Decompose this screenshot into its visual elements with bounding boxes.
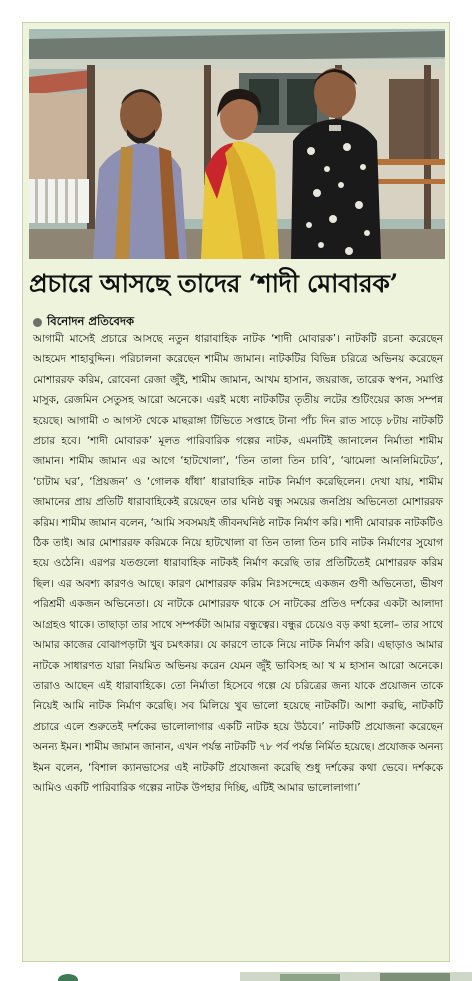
next-article-strip [0, 968, 472, 981]
article-body: আগামী মাসেই প্রচারে আসছে নতুন ধারাবাহিক নাটক ‘শাদী মোবারক’। নাটকটি রচনা করেছেন আহমেদ শাহাবুদ্দিন। পরিচালনা করেছেন শামীম জামান। নাটকটির বিভিন্ন চরিত্রে অভিনয় করেছেন মোশাররফ করিম, রোবেনা রেজা জুঁই, শামীম জামান, আখম হাসান, জয়রাজ, তারেক স্বপন, সমাপ্তি মাসুক, রেজমিন সেতুসহ আরো অনেকে। এরই মধ্যে নাটকটির তৃতীয় লটের শুটিংয়ের কাজ সম্পন্ন হয়েছে। আগামী ৩ আগস্ট থেকে মাছরাঙ্গা টিভিতে সপ্তাহে টানা পাঁচ দিন রাত সাড়ে ৮টায় নাটকটি প্রচার হবে। ‘শাদী মোবারক’ মূলত পারিবারিক গল্পের নাটক, এমনটিই জানালেন নির্মাতা শামীম জামান। শামীম জামান এর আগে ‘হাটখোলা’, ‘তিন তালা তিন চাবি’, ‘ঝামেলা আনলিমিটেড’, ‘চাটাম ঘর’, ‘প্রিয়জন’ ও ‘গোলক ধাঁধা’ ধারাবাহিক নাটক নির্মাণ করেছিলেন। দেখা যায়, শামীম জামানের প্রায় প্রতিটি ধারাবাহিকেই রয়েছেন তার ঘনিষ্ঠ বন্ধু সময়ের জনপ্রিয় অভিনেতা মোশাররফ করিম। শামীম জামান বলেন, ‘আমি সবসময়ই জীবনঘনিষ্ঠ নাটক নির্মাণ করি। শাদী মোবারক নাটকটিও ঠিক তাই। আর মোশাররফ করিমকে নিয়ে হাটখোলা বা তিন তালা তিন চাবি নাটক নির্মাণের সুযোগ হয়ে ওঠেনি। এরপর যতগুলো ধারাবাহিক নাটকই নির্মাণ করেছি তার প্রতিটিতেই মোশাররফ করিম ছিল। এর অবশ্য কারণও আছে। কারণ মোশাররফ করিম নিঃসন্দেহে একজন গুণী অভিনেতা, ভীষণ পরিশ্রমী একজন অভিনেতা। যে নাটকে মোশাররফ থাকে সে নাটকের প্রতিও দর্শকের একটা আলাদা আগ্রহও থাকে। তাছাড়া তার সাথে সম্পর্কটা আমার বন্ধুত্বের। বন্ধুর চেয়েও বড় কথা হলো– তার সাথে আমার কাজের বোঝাপড়াটা খুব চমৎকার। যে কারণে তাকে নিয়ে নাটক নির্মাণ করি। এছাড়াও আমার নাটকে সাধারণত যারা নিয়মিত অভিনয় করেন যেমন জুঁই ভাবিসহ আ খ ম হাসান আরো অনেকে। তারাও আছেন এই ধারাবাহিকে। তো নির্মাতা হিসেবে গল্পে যে চরিত্রের জন্য যাকে প্রয়োজন তাকে নিয়েই আমি নাটক নির্মাণ করেছি। সব মিলিয়ে খুব ভালো হয়েছে নাটকটি। আশা করছি, নাটকটি প্রচারে এলে শুরুতেই দর্শকের ভালোলাগার একটি নাটক হয়ে উঠবে।’ নাটকটি প্রযোজনা করেছেন অনন্য ইমন। শামীম জামান জানান, এখন পর্যন্ত নাটকটি ৭৮ পর্ব পর্যন্ত নির্মিত হয়েছে। প্রযোজক অনন্য ইমন বলেন, ‘বিশাল ক্যানভাসের এই নাটকটি প্রযোজনা করেছি শুধু দর্শকের কথা ভেবে। দর্শককে আমিও একটি পারিবারিক গল্পের নাটক উপহার দিচ্ছি, এটিই আমার ভালোলাগা।’ [33, 333, 443, 794]
article-photo [29, 29, 445, 259]
bullet-dot-icon [33, 318, 42, 327]
next-article-thumbnails [0, 970, 472, 981]
newspaper-clipping [22, 22, 450, 962]
photo-three-actors [29, 29, 445, 259]
article-headline: প্রচারে আসছে তাদের ‘শাদী মোবারক’ [29, 269, 398, 298]
byline-text: বিনোদন প্রতিবেদক [47, 314, 135, 328]
